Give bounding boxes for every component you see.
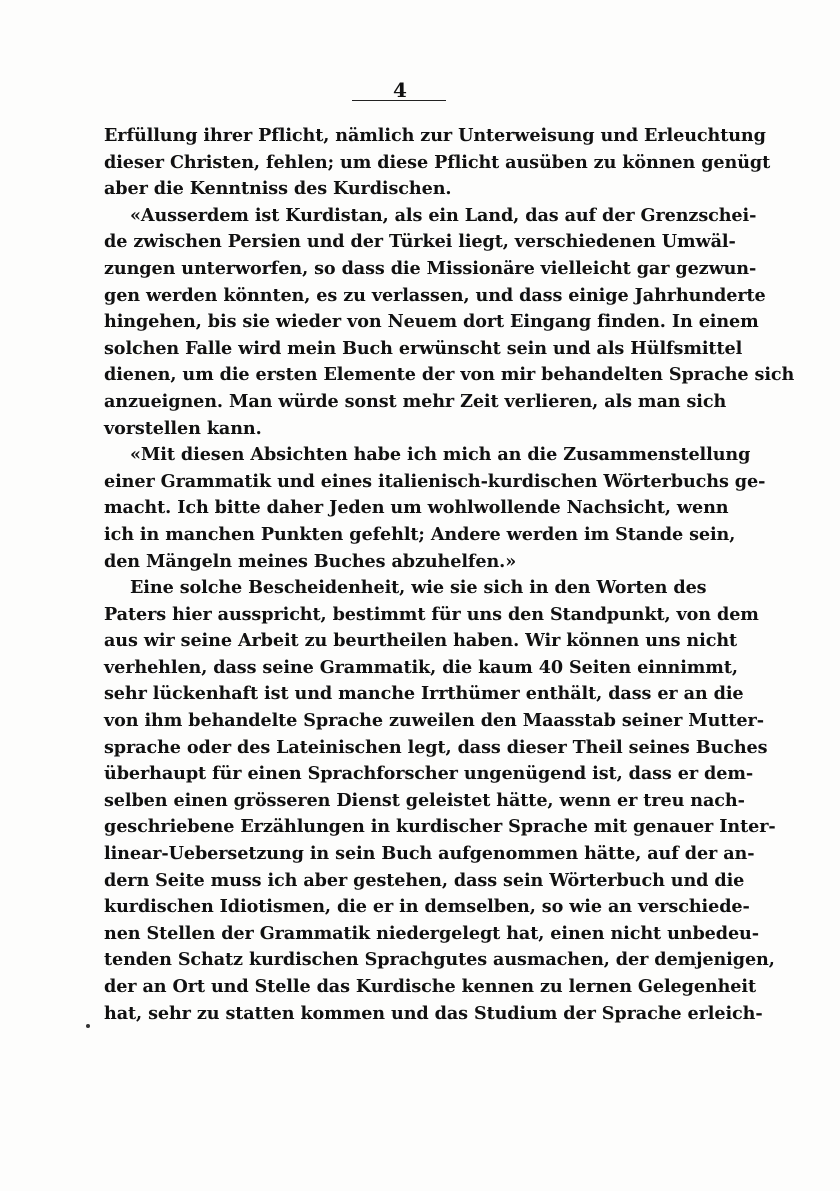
text-line: einer Grammatik und eines italienisch-kurdischen Wörterbuchs ge- <box>104 470 766 492</box>
text-line: macht. Ich bitte daher Jeden um wohlwollende Nachsicht, wenn <box>104 497 729 519</box>
text-line: der an Ort und Stelle das Kurdische kennen zu lernen Gelegenheit <box>104 976 757 997</box>
text-line: solchen Falle wird mein Buch erwünscht sein und als Hülfsmittel <box>104 337 743 359</box>
text-line: ich in manchen Punkten gefehlt; Andere werden im Stande sein, <box>104 523 736 545</box>
paragraph-start-line: Eine solche Bescheidenheit, wie sie sich in den Worten des <box>130 577 707 599</box>
text-line: den Mängeln meines Buches abzuhelfen.» <box>104 550 517 572</box>
text-line: kurdischen Idiotismen, die er in demselben, so wie an verschiede- <box>104 896 750 918</box>
text-line: anzueignen. Man würde sonst mehr Zeit verlieren, als man sich <box>104 390 727 412</box>
text-line: de zwischen Persien und der Türkei liegt, verschiedenen Umwäl- <box>104 231 736 253</box>
text-line: hat, sehr zu statten kommen und das Studium der Sprache erleich- <box>104 1002 763 1024</box>
text-line: dieser Christen, fehlen; um diese Pflicht ausüben zu können genügt <box>104 151 771 173</box>
text-line: vorstellen kann. <box>104 417 262 439</box>
text-line: dern Seite muss ich aber gestehen, dass sein Wörterbuch und die <box>104 869 745 891</box>
text-line: Paters hier ausspricht, bestimmt für uns den Standpunkt, von dem <box>104 603 759 625</box>
text-line: selben einen grösseren Dienst geleistet hätte, wenn er treu nach- <box>104 789 745 811</box>
text-line: nen Stellen der Grammatik niedergelegt hat, einen nicht unbedeu- <box>104 922 759 944</box>
text-line: aber die Kenntniss des Kurdischen. <box>104 178 452 200</box>
text-line: dienen, um die ersten Elemente der von mir behandelten Sprache sich <box>104 364 795 386</box>
text-line: tenden Schatz kurdischen Sprachgutes ausmachen, der demjenigen, <box>104 949 775 971</box>
text-line: linear-Uebersetzung in sein Buch aufgenommen hätte, auf der an- <box>104 843 755 865</box>
body-text <box>104 123 795 1027</box>
paragraph-start-line: «Ausserdem ist Kurdistan, als ein Land, das auf der Grenzschei- <box>130 204 757 226</box>
text-line: sprache oder des Lateinischen legt, dass dieser Theil seines Buches <box>104 736 768 758</box>
text-line: gen werden könnten, es zu verlassen, und dass einige Jahrhunderte <box>104 284 766 306</box>
page-number: 4 <box>393 78 407 102</box>
text-line: sehr lückenhaft ist und manche Irrthümer enthält, dass er an die <box>104 683 744 705</box>
text-line: hingehen, bis sie wieder von Neuem dort Eingang finden. In einem <box>104 311 759 333</box>
text-line: aus wir seine Arbeit zu beurtheilen haben. Wir können uns nicht <box>104 630 738 652</box>
text-line: überhaupt für einen Sprachforscher ungenügend ist, dass er dem- <box>104 763 754 785</box>
text-line: von ihm behandelte Sprache zuweilen den Maasstab seiner Mutter- <box>104 710 764 732</box>
text-line: geschriebene Erzählungen in kurdischer Sprache mit genauer Inter- <box>104 816 776 838</box>
text-line: Erfüllung ihrer Pflicht, nämlich zur Unterweisung und Erleuchtung <box>104 125 766 146</box>
header-rule <box>352 100 446 101</box>
text-line: verhehlen, dass seine Grammatik, die kaum 40 Seiten einnimmt, <box>104 656 738 678</box>
text-line: zungen unterworfen, so dass die Missionäre vielleicht gar gezwun- <box>104 257 757 279</box>
paragraph-start-line: «Mit diesen Absichten habe ich mich an die Zusammenstellung <box>130 444 751 466</box>
margin-mark <box>86 1024 90 1028</box>
